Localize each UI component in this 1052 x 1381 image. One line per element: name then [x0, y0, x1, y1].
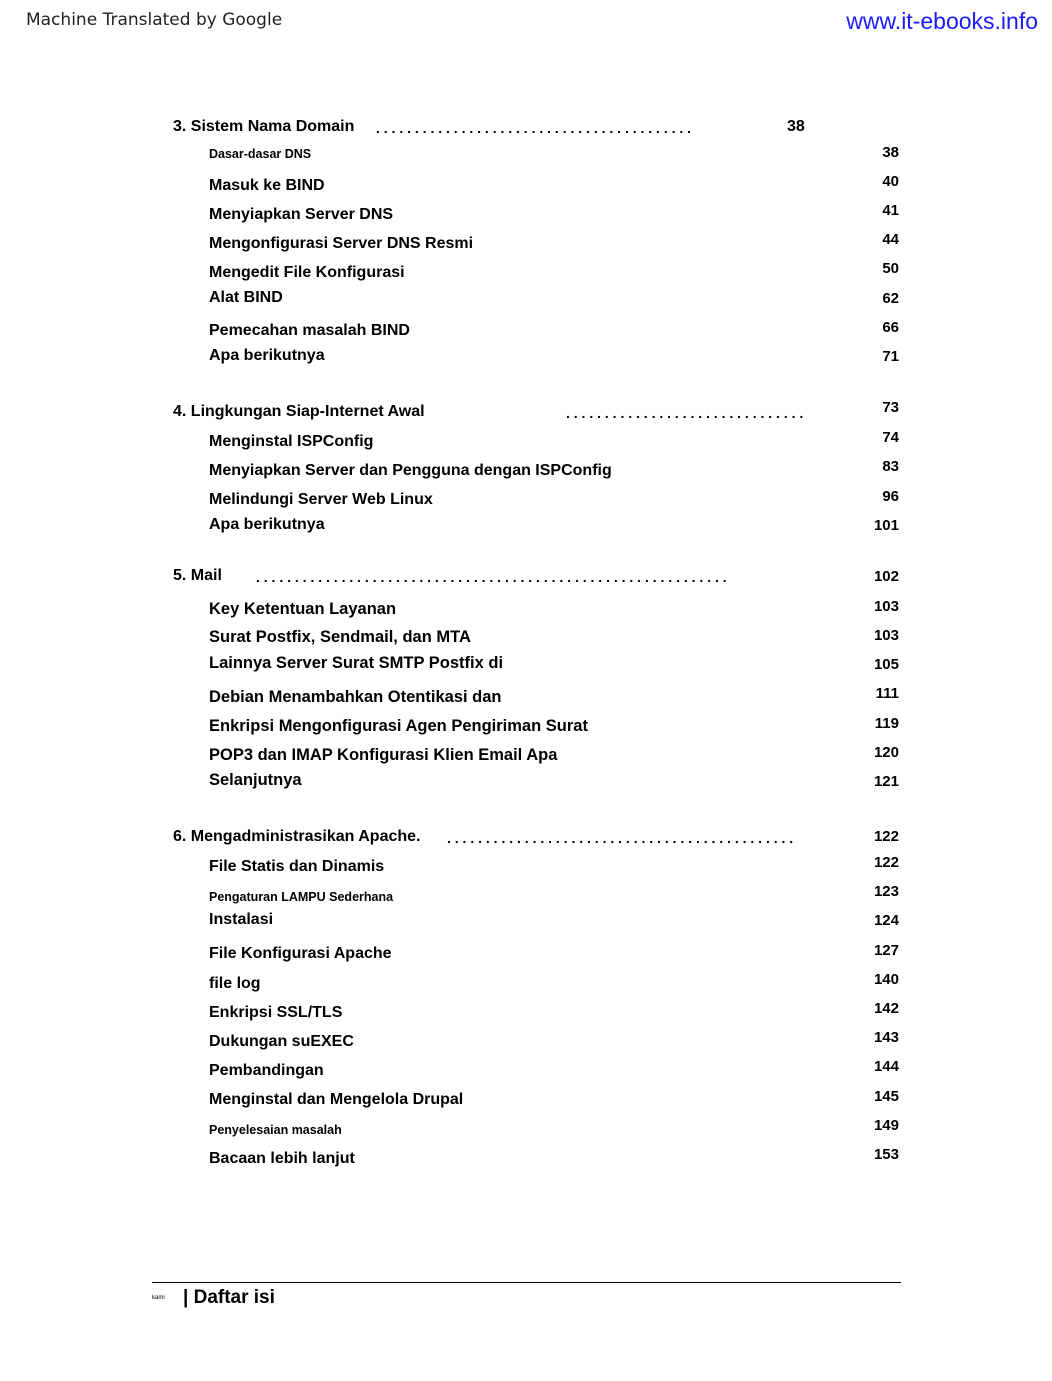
toc-page: 96 [882, 488, 899, 505]
toc-page: 142 [873, 1000, 899, 1017]
toc-entry[interactable]: Mengedit File Konfigurasi [209, 264, 405, 281]
toc-page: 144 [873, 1058, 899, 1075]
it-ebooks-link[interactable]: www.it-ebooks.info [846, 8, 1038, 34]
toc-entry[interactable]: Pengaturan LAMPU Sederhana [209, 890, 394, 904]
toc-entry[interactable]: Pembandingan [209, 1062, 324, 1079]
chapter-title[interactable]: 6. Mengadministrasikan Apache. [173, 828, 421, 845]
toc-entry[interactable]: File Statis dan Dinamis [209, 858, 385, 875]
footer-divider [152, 1282, 901, 1283]
toc-entry[interactable]: Selanjutnya [209, 771, 302, 789]
toc-entry[interactable]: Masuk ke BIND [209, 177, 325, 194]
toc-entry[interactable]: Lainnya Server Surat SMTP Postfix di [209, 654, 504, 672]
toc-page: 127 [873, 942, 899, 959]
toc-entry[interactable]: Dasar-dasar DNS [209, 147, 312, 161]
toc-entry[interactable]: Enkripsi SSL/TLS [209, 1004, 343, 1021]
chapter-page: 73 [882, 399, 899, 416]
toc-page: 122 [873, 854, 899, 871]
toc-entry[interactable]: Instalasi [209, 911, 274, 928]
toc-entry[interactable]: Pemecahan masalah BIND [209, 322, 410, 339]
toc-page: 66 [882, 319, 899, 336]
toc-page: 74 [882, 429, 899, 446]
toc-page: 111 [875, 685, 899, 702]
chapter-page: 102 [873, 568, 899, 585]
toc-entry[interactable]: Key Ketentuan Layanan [209, 600, 397, 618]
toc-entry[interactable]: Debian Menambahkan Otentikasi dan [209, 688, 502, 706]
toc-entry[interactable]: Alat BIND [209, 289, 283, 306]
leader-dots: . . . . . . . . . . . . . . . . . . . . . . . . . . . . . . . [566, 405, 804, 421]
toc-page: 41 [882, 202, 899, 219]
leader-dots: . . . . . . . . . . . . . . . . . . . . . . . . . . . . . . . . . . . . . . . . . [376, 120, 692, 136]
toc-page: 83 [882, 458, 899, 475]
toc-entry[interactable]: POP3 dan IMAP Konfigurasi Klien Email Apa [209, 746, 558, 764]
toc-page: 145 [873, 1088, 899, 1105]
leader-dots: . . . . . . . . . . . . . . . . . . . . . . . . . . . . . . . . . . . . . . . . . . . . . . . . . . . . . . . . . . . . . [256, 569, 727, 585]
toc-page: 124 [873, 912, 899, 929]
toc-entry[interactable]: Apa berikutnya [209, 347, 325, 364]
chapter-page: 38 [787, 118, 805, 135]
toc-page: 101 [873, 517, 899, 534]
toc-page: 149 [873, 1117, 899, 1134]
toc-entry[interactable]: Menginstal ISPConfig [209, 433, 374, 450]
chapter-title[interactable]: 5. Mail [173, 567, 222, 584]
toc-entry[interactable]: Mengonfigurasi Server DNS Resmi [209, 235, 474, 252]
toc-page: 119 [874, 715, 899, 732]
toc-page: 62 [882, 290, 899, 307]
toc-page: 71 [882, 348, 899, 365]
toc-page: 120 [873, 744, 899, 761]
toc-page: 38 [882, 144, 899, 161]
toc-entry[interactable]: Apa berikutnya [209, 516, 325, 533]
leader-dots: . . . . . . . . . . . . . . . . . . . . . . . . . . . . . . . . . . . . . . . . . . . . . [447, 830, 794, 846]
chapter-title[interactable]: 4. Lingkungan Siap-Internet Awal [173, 403, 425, 420]
toc-entry[interactable]: Penyelesaian masalah [209, 1123, 342, 1137]
toc-entry[interactable]: Menyiapkan Server dan Pengguna dengan ISPConfig [209, 462, 612, 479]
toc-page: 143 [873, 1029, 899, 1046]
toc-page: 103 [873, 598, 899, 615]
toc-page: 44 [882, 231, 899, 248]
toc-entry[interactable]: Melindungi Server Web Linux [209, 491, 433, 508]
toc-entry[interactable]: Menginstal dan Mengelola Drupal [209, 1091, 464, 1108]
toc-page: 105 [873, 656, 899, 673]
toc-entry[interactable]: Enkripsi Mengonfigurasi Agen Pengiriman Surat [209, 717, 588, 735]
toc-page: 140 [873, 971, 899, 988]
toc-page: 103 [873, 627, 899, 644]
toc-entry[interactable]: file log [209, 975, 261, 992]
toc-page: 40 [882, 173, 899, 190]
toc-entry[interactable]: File Konfigurasi Apache [209, 945, 392, 962]
toc-page: 121 [873, 773, 899, 790]
footer-title: | Daftar isi [183, 1287, 275, 1308]
toc-entry[interactable]: Surat Postfix, Sendmail, dan MTA [209, 628, 471, 646]
footer-page-number: kami [152, 1295, 165, 1301]
toc-page: 153 [873, 1146, 899, 1163]
toc-entry[interactable]: Menyiapkan Server DNS [209, 206, 394, 223]
chapter-page: 122 [873, 828, 899, 845]
toc-entry[interactable]: Dukungan suEXEC [209, 1033, 354, 1050]
toc-entry[interactable]: Bacaan lebih lanjut [209, 1150, 355, 1167]
toc-page: 50 [882, 260, 899, 277]
toc-page: 123 [873, 883, 899, 900]
machine-translated-label: Machine Translated by Google [26, 10, 283, 30]
chapter-title[interactable]: 3. Sistem Nama Domain [173, 118, 355, 135]
